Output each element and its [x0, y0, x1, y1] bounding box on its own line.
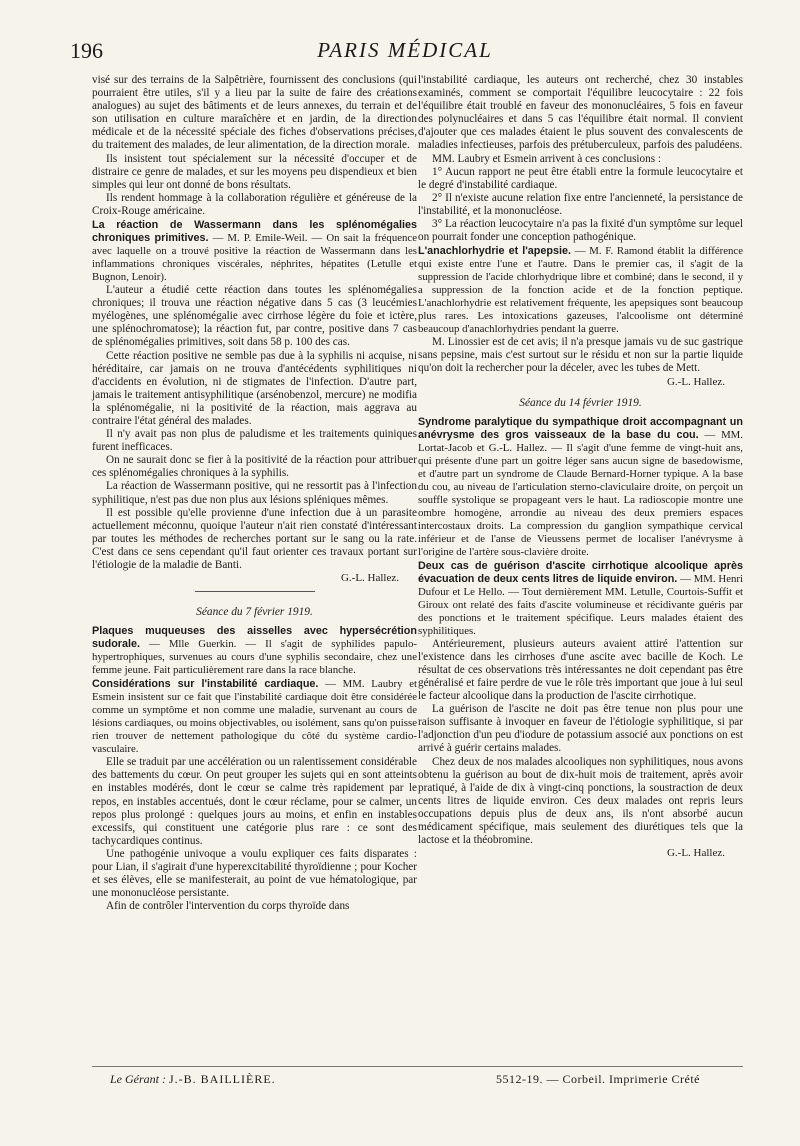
gerant-name: J.-B. BAILLIÈRE. [169, 1072, 276, 1086]
heading-author: — M. P. Emile-Weil. — [208, 232, 327, 245]
session-date: Séance du 7 février 1919. [196, 606, 313, 619]
paragraph: Il n'y avait pas non plus de paludisme et les traitements quiniques furent inefficaces. [92, 428, 417, 454]
paragraph: visé sur des terrains de la Salpêtrière, fournissent des conclusions (qui pourraient être utiles, s'il y a lieu par la suite de faire des créations analogues) au sujet des bâtiments et de leurs annexes, du terrain et de son utilisation en culture maraîchère et en jardin, de la direction médicale et de la nécessité spéciale des fiches d'observations précises, du traitement des malades, de leur alimentation, de la direction morale. [92, 74, 417, 152]
heading-title: La réaction de Wassermann dans les splénomégalies chroniques primitives. [92, 219, 417, 245]
paragraph: Afin de contrôler l'intervention du corps thyroïde dans [106, 900, 350, 913]
heading-text: On sait la fréquence avec laquelle on a trouvé positive la réaction de Wassermann dans les inflammations chroniques viscérales, néphrites, hépatites (Letulle et Bugnon, Lenoir). [92, 232, 418, 284]
paragraph: La réaction de Wassermann positive, qui ne ressortit pas à l'infection syphilitique, n'est pas due non plus aux lésions spléniques mêmes. [92, 480, 417, 506]
section-heading [418, 245, 743, 336]
heading-title: Syndrome paralytique du sympathique droit accompagnant un anévrysme des gros vaisseaux de la base du cou. [418, 415, 743, 441]
page-number: 196 [70, 38, 103, 63]
paragraph: M. Linossier est de cet avis; il n'a presque jamais vu de suc gastrique sans pepsine, mais c'est surtout sur le résidu et non sur la partie liquide qu'on doit la rechercher pour la déceler, avec les tubes de Mett. [418, 336, 743, 375]
heading-text: établit la différence qui existe entre l'une et l'autre. Dans le premier cas, il s'agit de la suppression de l'acide chlorhydrique libre et combiné; dans le second, il y a suppression de la fonction acide et de la fonction peptique. L'anachlorhydrie est relativement fréquente, les apepsiques sont beaucoup plus rares. Les intoxications gazeuses, l'alcoolisme ont déterminé beaucoup d'anachlorhydries pendant la guerre. [418, 245, 743, 336]
divider [195, 591, 315, 592]
page-header [70, 38, 740, 72]
footer-rule [92, 1066, 743, 1067]
paragraph: MM. Laubry et Esmein arrivent à ces conclusions : [432, 152, 661, 165]
paragraph: 3° La réaction leucocytaire n'a pas la fixité d'un symptôme sur lequel on pourrait fonder une conception pathogénique. [418, 218, 743, 244]
heading-author: — MM. Henri Dufour et Le Hello. — [418, 572, 743, 598]
paragraph: Une pathogénie univoque a voulu expliquer ces faits disparates : pour Lian, il s'agirait d'une hyperexcitabilité thyroïdienne ; pour Kocher et ses élèves, elle se manifesterait, au point de vue hématologique, par une mononucléose persistante. [92, 847, 417, 900]
paragraph: Antérieurement, plusieurs auteurs avaient attiré l'attention sur l'existence dans les cirrhoses d'une ascite avec bacille de Koch. Le résultat de ces observations très intéressantes ne doit cependant pas être généralisé et faire perdre de vue le rôle très important que joue à lui seul le facteur alcoolique dans la production de l'ascite cirrhotique. [418, 637, 743, 703]
paragraph: l'instabilité cardiaque, les auteurs ont recherché, chez 30 instables examinés, comment se comportait l'équilibre leucocytaire : 22 fois l'équilibre était troublé en faveur des mononucléaires, 5 fois en faveur des polynucléaires et dans 5 cas l'équilibre était normal. Il convient d'ajouter que ces malades étaient le plus souvent des convalescents de maladies infectieuses, parfois des prétuberculeux, parfois des paludéens. [418, 74, 743, 152]
heading-text: Il s'agit de syphilides papulo-hypertrophiques, survenues au cours d'une syphilis secondaire, chez une femme jeune. Fait particulièrement rare dans la race blanche. [92, 638, 417, 677]
right-column [418, 74, 743, 866]
heading-author: — MM. Lortat-Jacob et G.-L. Hallez. — [418, 428, 743, 454]
heading-title: L'anachlorhydrie et l'apepsie. [418, 245, 572, 258]
paragraph: Il est possible qu'elle provienne d'une infection due à un parasite actuellement méconnu, quoique l'auteur n'ait rien constaté d'intéressant par toutes les méthodes de recherches portant sur le sang ou la rate. C'est dans ce sens cependant qu'il faut orienter ces travaux portant sur l'étiologie de la maladie de Banti. [92, 506, 417, 571]
paragraph: 1° Aucun rapport ne peut être établi entre la formule leucocytaire et le degré d'instabilité cardiaque. [418, 165, 743, 191]
heading-text: Il s'agit d'une femme de vingt-huit ans, qui présente d'une part un goitre léger sans aucun signe de basedowisme, et d'autre part un syndrome de Claude Bernard-Horner typique. A la base du cou, au niveau de l'articulation sterno-claviculaire droite, on perçoit un souffle systolique se propageant vers le haut. La radioscopie montre une ombre homogène, arrondie au niveau des deux premiers espaces intercostaux droits. La compression du ganglion sympathique cervical inférieur et de l'anse de Vieussens permet de localiser l'anévrysme à l'origine de l'artère sous-clavière droite. [418, 441, 744, 558]
heading-author: — Mlle Guerkin. — [140, 638, 266, 651]
paragraph: La guérison de l'ascite ne doit pas être tenue non plus pour une raison suffisante à invoquer en faveur de l'étiologie syphilitique, si par l'adjonction d'un peu d'iodure de potassium associé aux ponctions on est arrivé à guérir certains malades. [418, 703, 743, 755]
paragraph: Cette réaction positive ne semble pas due à la syphilis ni acquise, ni héréditaire, car jamais on ne trouva d'antécédents syphilitiques ni d'accidents en évolution, ni de stigmates de l'infection. D'autre part, jamais le traitement antisyphilitique (arsénobenzol, mercure) ne modifia la splénomégalie, ni la positivité de la réaction, mais aggrava au contraire l'état général des malades. [92, 349, 417, 427]
footer-gerant [110, 1072, 276, 1087]
left-column [92, 74, 417, 913]
paragraph: Elle se traduit par une accélération ou un ralentissement considérable des battements du cœur. On peut grouper les sujets qui en sont atteints en instables modérés, dont le cœur se calme très rapidement par le repos, en instables accentués, dont le cœur réclame, pour se calmer, un repos plus prolongé : quelques jours au moins, et enfin en instables excessifs, qui constituent une catégorie plus rare : ce sont des tachycardiques continus. [92, 756, 417, 847]
heading-title: Considérations sur l'instabilité cardiaque. [92, 678, 319, 691]
heading-title: Plaques muqueuses des aisselles avec hypersécrétion sudorale. [92, 625, 417, 651]
signature: G.-L. Hallez. [666, 375, 725, 388]
signature: G.-L. Hallez. [666, 847, 725, 860]
section-heading [92, 678, 417, 756]
paragraph: Ils rendent hommage à la collaboration régulière et généreuse de la Croix-Rouge américaine. [92, 191, 417, 217]
paragraph: L'auteur a étudié cette réaction dans toutes les splénomégalies chroniques; il trouva une réaction négative dans 5 cas (3 leucémies myélogènes, une splénomégalie avec cirrhose légère du foie et ictère, une splénochromatose); la réaction fut, par contre, positive dans 7 cas de splénomégalies primitives, soit dans 58 p. 100 des cas. [92, 284, 417, 349]
heading-author: — MM. Laubry et Esmein [92, 678, 417, 704]
section-heading [418, 416, 743, 559]
footer-printer: 5512-19. — Corbeil. Imprimerie Crété [496, 1072, 700, 1086]
heading-author: — M. F. Ramond [571, 245, 658, 258]
section-heading [92, 219, 417, 284]
paragraph: 2° Il n'existe aucune relation fixe entre l'ancienneté, la persistance de l'instabilité, et la mononucléose. [418, 191, 743, 217]
paragraph: Ils insistent tout spécialement sur la nécessité d'occuper et de distraire ce genre de malades, et sur les moyens peu dispendieux et bien simples qui leur ont donné de bons résultats. [92, 152, 417, 191]
gerant-label: Le Gérant : [110, 1072, 169, 1086]
paragraph: On ne saurait donc se fier à la positivité de la réaction pour attribuer ces splénomégalies chroniques à la syphilis. [92, 454, 417, 480]
heading-text: Tout dernièrement MM. Letulle, Courtois-Suffit et Giroux ont relaté des faits d'ascite volumineuse et récidivante guéris par des ponctions et le traitement spécifique. Leurs malades étaient des syphilitiques. [418, 585, 743, 637]
section-heading [418, 560, 743, 638]
heading-title: Deux cas de guérison d'ascite cirrhotique alcoolique après évacuation de deux cents litres de liquide environ. [418, 559, 743, 585]
heading-text: insistent sur ce fait que l'instabilité cardiaque doit être considérée comme un symptôme et non comme une maladie, survenant au cours de lésions cardiaques, ou moins objectivables, ou isolément, sans qu'on puisse rien trouver de nettement pathologique du côté du système cardio-vasculaire. [92, 691, 417, 756]
paragraph: Chez deux de nos malades alcooliques non syphilitiques, nous avons obtenu la guérison au bout de dix-huit mois de traitement, après avoir pratiqué, à l'aide de dix à vingt-cinq ponctions, la soustraction de deux cents litres de liquide environ. Ces deux malades ont repris leurs occupations depuis plus de deux ans, ils n'ont absorbé aucun médicament spécifique, mais seulement des diurétiques tels que la lactose et la théobromine. [418, 755, 743, 847]
section-heading [92, 625, 417, 677]
session-date: Séance du 14 février 1919. [519, 396, 642, 409]
journal-title: PARIS MÉDICAL [317, 38, 493, 62]
signature: G.-L. Hallez. [340, 572, 399, 585]
page-footer [110, 1072, 700, 1092]
